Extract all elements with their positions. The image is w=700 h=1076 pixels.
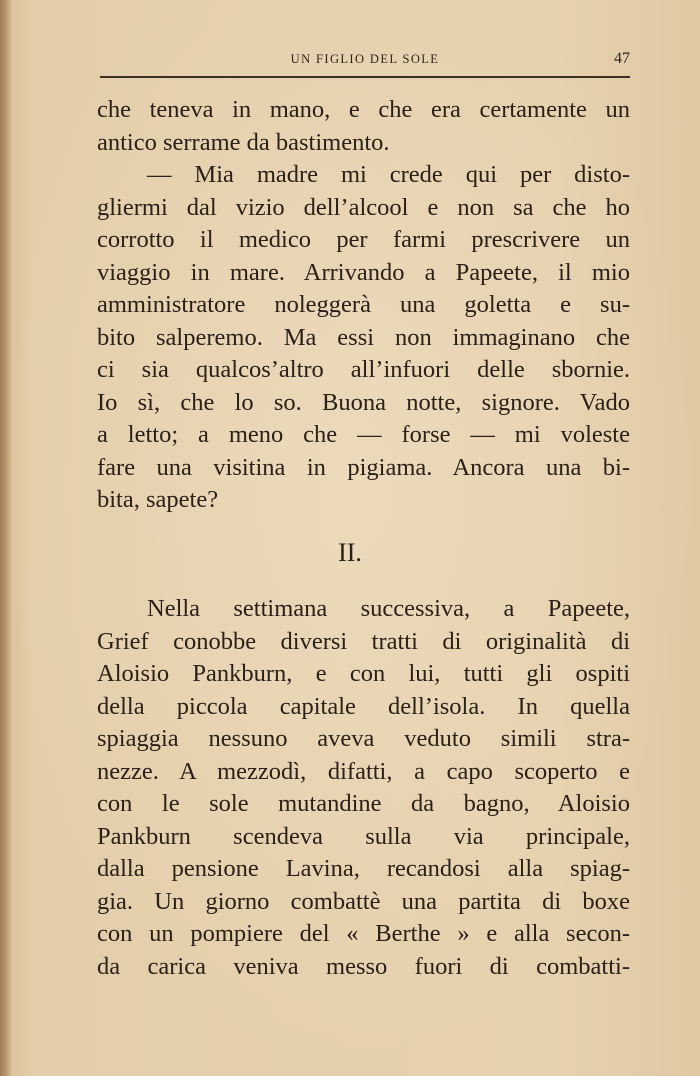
text-line: Grief conobbe diversi tratti di originalità di [97, 627, 630, 655]
text-line: antico serrame da bastimento. [97, 128, 390, 156]
text-line: Pankburn scendeva sulla via principale, [97, 822, 630, 850]
text-line: Io sì, che lo so. Buona notte, signore. Vado [97, 388, 630, 416]
text-line: corrotto il medico per farmi prescrivere un [97, 226, 630, 253]
text-line: Aloisio Pankburn, e con lui, tutti gli ospiti [97, 660, 630, 687]
text-line: da carica veniva messo fuori di combatti- [97, 952, 630, 980]
text-line: con un pompiere del « Berthe » e alla secon- [97, 920, 630, 947]
text-line: gliermi dal vizio dell’alcool e non sa che ho [97, 193, 630, 221]
text-line: della piccola capitale dell’isola. In quella [97, 692, 630, 720]
text-line: con le sole mutandine da bagno, Aloisio [97, 790, 630, 817]
text-line: Nella settimana successiva, a Papeete, [147, 595, 630, 622]
paragraph-2 [97, 593, 630, 983]
running-title: UN FIGLIO DEL SOLE [290, 52, 440, 66]
text-line: bito salperemo. Ma essi non immaginano che [97, 323, 630, 351]
text-line: dalla pensione Lavina, recandosi alla spiag- [97, 855, 630, 882]
text-line: bita, sapete? [97, 486, 219, 513]
page-number: 47 [614, 50, 630, 67]
text-line: — Mia madre mi crede qui per disto- [147, 161, 630, 188]
text-line: che teneva in mano, e che era certamente un [97, 96, 630, 123]
page-header [100, 50, 630, 74]
text-line: amministratore noleggerà una goletta e su- [97, 291, 630, 318]
text-line: gia. Un giorno combattè una partita di boxe [97, 887, 630, 915]
header-rule [100, 76, 630, 78]
text-line: viaggio in mare. Arrivando a Papeete, il mio [97, 258, 630, 286]
text-line: fare una visitina in pigiama. Ancora una bi- [97, 453, 630, 481]
text-line: nezze. A mezzodì, difatti, a capo scoperto e [97, 757, 630, 785]
text-line: a letto; a meno che — forse — mi voleste [97, 421, 630, 448]
paragraph-1 [97, 94, 630, 517]
text-line: ci sia qualcos’altro all’infuori delle sbornie. [97, 356, 630, 383]
text-line: spiaggia nessuno aveva veduto simili stra- [97, 725, 630, 752]
section-heading: II. [338, 538, 362, 567]
